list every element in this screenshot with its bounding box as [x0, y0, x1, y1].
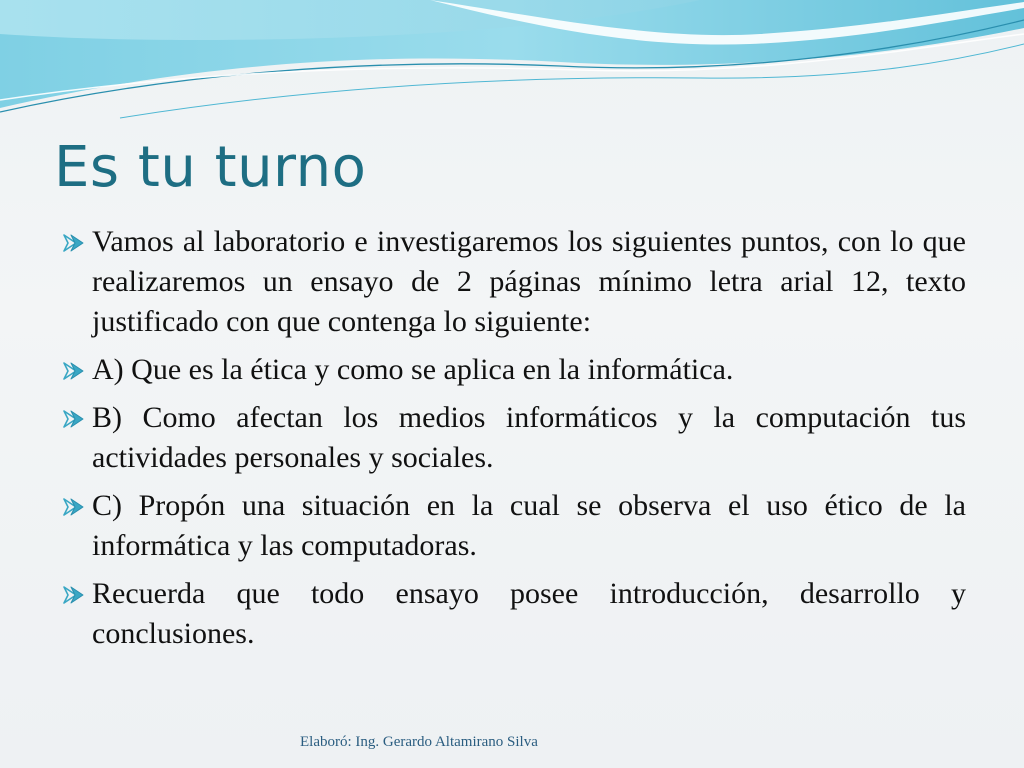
arrow-bullet-icon	[62, 585, 86, 605]
arrow-bullet-icon	[62, 497, 86, 517]
bullet-text: Vamos al laboratorio e investigaremos los siguientes puntos, con lo que realizaremos un ensayo de 2 páginas mínimo letra arial 12, texto justificado con que contenga lo siguiente:	[92, 225, 966, 338]
slide-title: Es tu turno	[54, 135, 367, 200]
bullet-item	[62, 222, 966, 342]
bullet-item	[62, 398, 966, 478]
bullet-text: C) Propón una situación en la cual se observa el uso ético de la informática y las computadoras.	[92, 489, 966, 562]
bullet-text: B) Como afectan los medios informáticos y la computación tus actividades personales y sociales.	[92, 401, 966, 474]
bullet-item	[62, 574, 966, 654]
bullet-text: A) Que es la ética y como se aplica en la informática.	[92, 353, 734, 386]
bullet-text: Recuerda que todo ensayo posee introducción, desarrollo y conclusiones.	[92, 577, 966, 650]
bullet-item	[62, 350, 966, 390]
bullet-item	[62, 486, 966, 566]
bullet-list	[62, 222, 966, 662]
footer-credit: Elaboró: Ing. Gerardo Altamirano Silva	[300, 734, 538, 750]
arrow-bullet-icon	[62, 361, 86, 381]
arrow-bullet-icon	[62, 409, 86, 429]
arrow-bullet-icon	[62, 233, 86, 253]
header-wave-decoration	[0, 0, 1024, 130]
